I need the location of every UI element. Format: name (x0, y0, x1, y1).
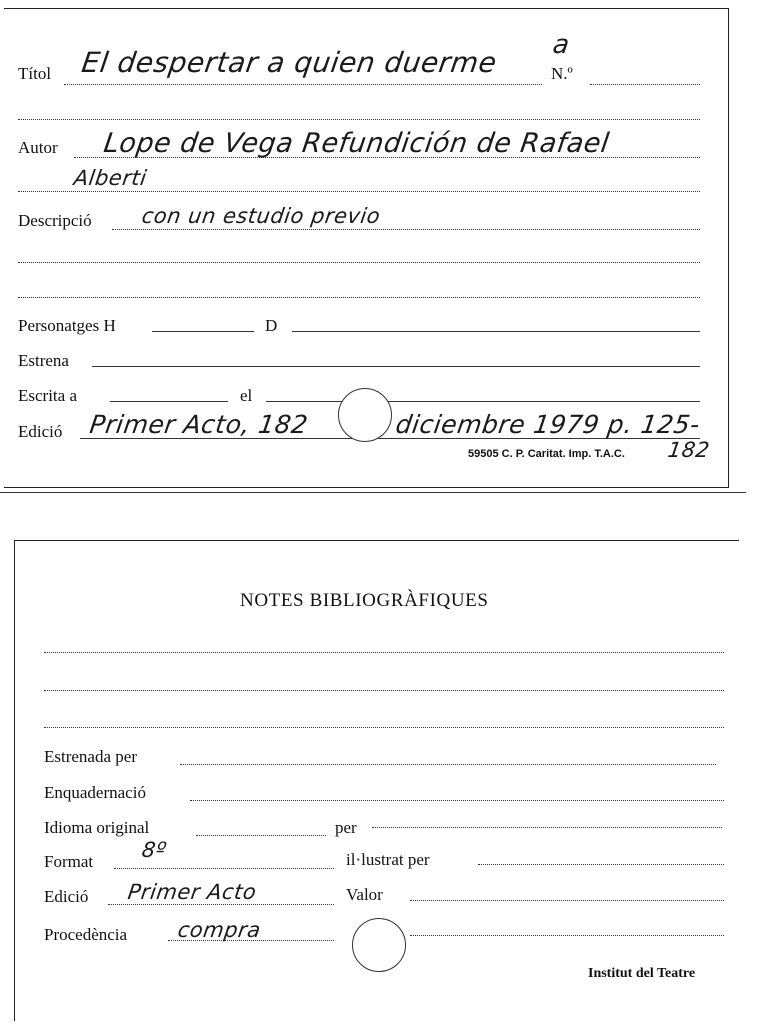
label-edicio-2: Edició (44, 887, 89, 906)
punch-hole-2 (352, 918, 406, 972)
notes-line-3 (44, 727, 724, 728)
num-line (590, 84, 700, 85)
label-estrena: Estrena (18, 351, 69, 370)
notes-line-2 (44, 690, 724, 691)
label-estrenada: Estrenada per (44, 747, 137, 766)
label-per: per (335, 818, 357, 837)
label-num: N.º (551, 64, 573, 83)
edicio-2-line (108, 904, 334, 905)
label-procedencia: Procedència (44, 925, 128, 944)
label-autor: Autor (18, 138, 58, 157)
autor-value-cont: Alberti (72, 166, 149, 190)
illustrat-line (478, 864, 724, 865)
idioma-line (196, 835, 326, 836)
descripcio-line-2 (18, 262, 700, 263)
titol-line (64, 84, 542, 85)
label-personatges: Personatges H (18, 316, 116, 335)
label-el: el (240, 386, 253, 405)
procedencia-line-2 (410, 935, 724, 936)
label-valor: Valor (346, 885, 383, 904)
estrenada-line (180, 764, 716, 765)
edicio-pages-end: 182 (666, 438, 712, 462)
autor-line-2 (18, 191, 700, 192)
escrita-line (110, 401, 228, 402)
format-line (114, 868, 334, 869)
titol-line-2 (18, 119, 700, 120)
punch-hole (338, 388, 392, 442)
enquadernacio-line (190, 800, 724, 801)
per-line (372, 827, 722, 828)
label-illustrat: il·lustrat per (346, 850, 430, 869)
format-value: 8º (140, 838, 168, 862)
procedencia-value: compra (176, 918, 263, 942)
label-titol: Títol (18, 64, 52, 83)
notes-line-1 (44, 652, 724, 653)
label-d: D (265, 316, 278, 335)
el-line (266, 401, 700, 402)
autor-value: Lope de Vega Refundición de Rafael (101, 128, 612, 159)
printer-mark: 59505 C. P. Caritat. Imp. T.A.C. (468, 448, 625, 460)
label-enquadernacio: Enquadernació (44, 783, 146, 802)
edicio-2-value: Primer Acto (126, 880, 258, 904)
notes-heading: NOTES BIBLIOGRÀFIQUES (240, 590, 489, 611)
descripcio-line (112, 229, 700, 230)
institution-mark: Institut del Teatre (588, 966, 696, 981)
edicio-fecha: diciembre 1979 p. 125- (393, 410, 702, 439)
label-format: Format (44, 852, 94, 871)
num-mark: a (550, 30, 572, 60)
descripcio-value: con un estudio previo (140, 204, 382, 228)
card-separator (0, 492, 746, 493)
label-escrita: Escrita a (18, 386, 77, 405)
edicio-value: Primer Acto, 182 (87, 410, 310, 439)
personatges-d-line (292, 331, 700, 332)
label-idioma: Idioma original (44, 818, 150, 837)
label-descripcio: Descripció (18, 211, 92, 230)
personatges-h-line (152, 331, 254, 332)
label-edicio: Edició (18, 422, 63, 441)
estrena-line (92, 366, 700, 367)
valor-line (410, 900, 724, 901)
titol-value: El despertar a quien duerme (79, 46, 499, 79)
descripcio-line-3 (18, 297, 700, 298)
